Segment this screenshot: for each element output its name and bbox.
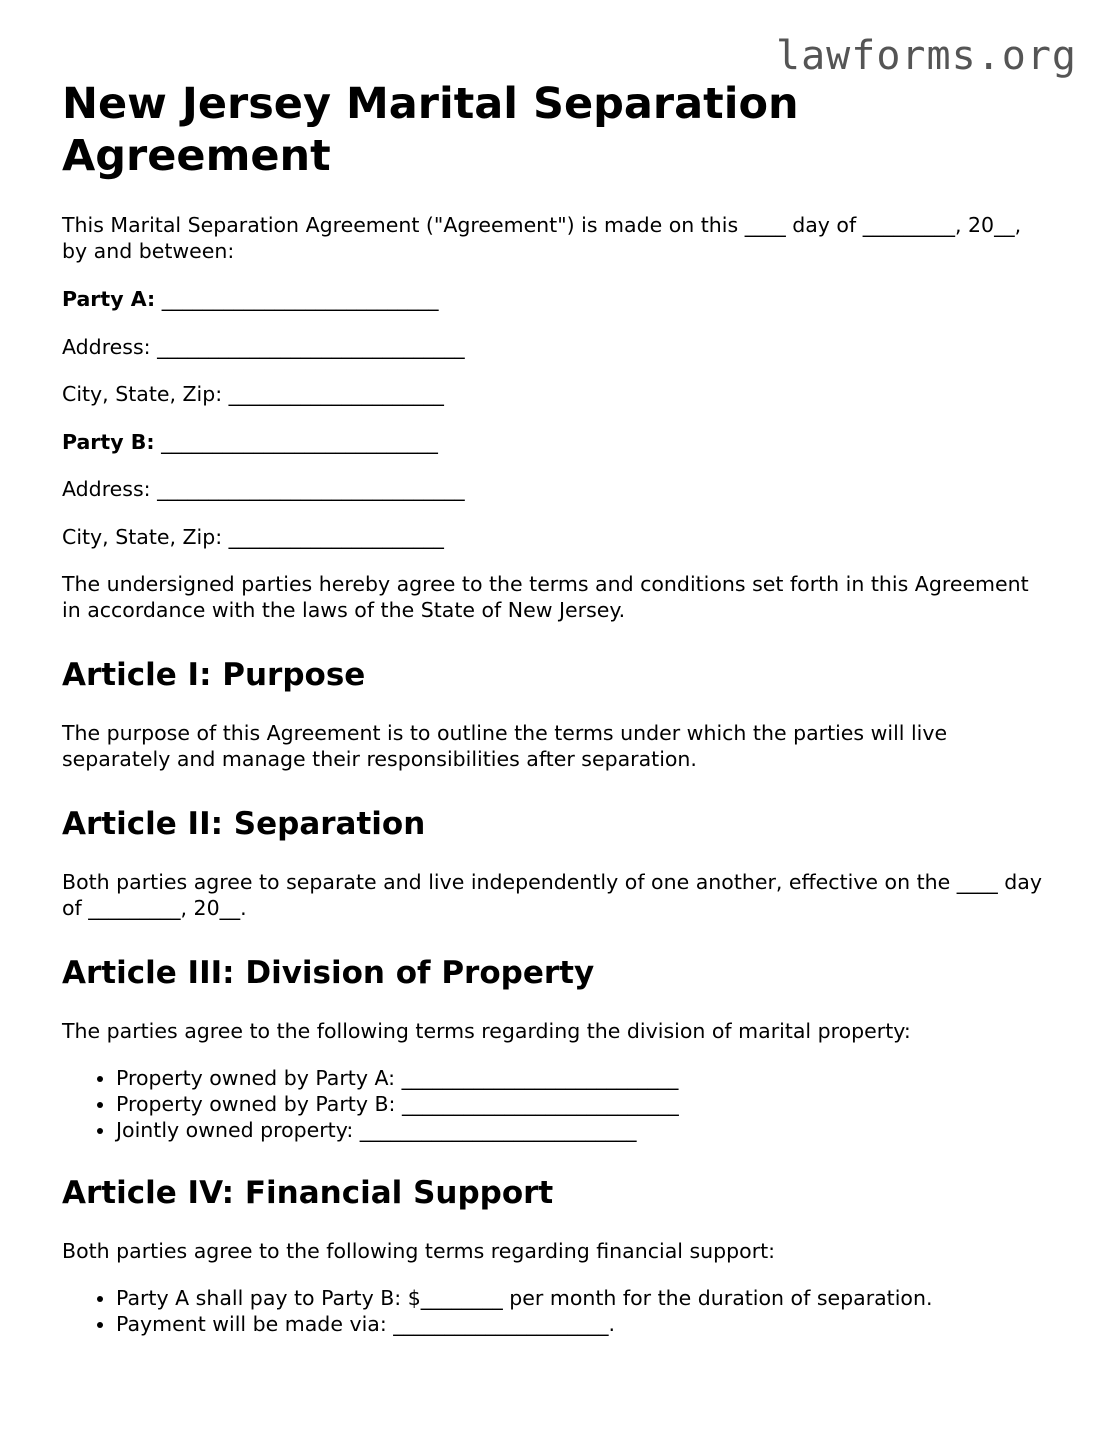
list-item[interactable]: • Party A shall pay to Party B: $________ per month for the duration of separation. — [116, 1285, 1052, 1311]
party-b-city-field[interactable]: City, State, Zip: _____________________ — [62, 524, 444, 549]
intro-paragraph: This Marital Separation Agreement ("Agreement") is made on this ____ day of _________, 20__, by and between: — [62, 213, 1022, 263]
article-2-text[interactable]: Both parties agree to separate and live independently of one another, effective on the ____ day of _________, 20__. — [62, 870, 1042, 920]
property-list — [62, 1065, 1052, 1143]
article-2-heading: Article II: Separation — [62, 806, 426, 842]
support-list — [62, 1285, 1052, 1337]
article-3-heading: Article III: Division of Property — [62, 955, 595, 991]
party-b-name-blank: ___________________________ — [154, 429, 438, 454]
party-b-address-field[interactable]: Address: ______________________________ — [62, 477, 465, 501]
list-item[interactable]: • Property owned by Party B: ___________________________ — [116, 1091, 1052, 1117]
article-4 — [62, 1173, 1052, 1337]
party-a-name-field[interactable] — [62, 286, 1052, 312]
party-a-name-blank: ___________________________ — [155, 287, 439, 311]
party-b-name-field[interactable] — [62, 429, 1052, 455]
party-a-address-field[interactable]: Address: ______________________________ — [62, 334, 465, 359]
article-2 — [62, 804, 1052, 921]
party-b-label: Party B: — [62, 429, 155, 454]
document-page — [62, 78, 1052, 1367]
document-title: New Jersey Marital Separation Agreement — [62, 79, 799, 181]
article-3-text: The parties agree to the following terms regarding the division of marital property: — [62, 1019, 911, 1043]
article-1-heading: Article I: Purpose — [62, 657, 366, 693]
article-3 — [62, 953, 1052, 1143]
watermark: lawforms.org — [776, 33, 1077, 79]
closing-paragraph: The undersigned parties hereby agree to the terms and conditions set forth in this Agreement in accordance with the laws of the State of New Jersey. — [62, 572, 1029, 622]
list-item[interactable]: • Property owned by Party A: ___________________________ — [116, 1065, 1052, 1091]
party-a-label: Party A: — [62, 287, 156, 311]
article-1 — [62, 655, 1052, 772]
list-item[interactable]: • Payment will be made via: _____________________. — [116, 1311, 1052, 1337]
list-item[interactable]: • Jointly owned property: ___________________________ — [116, 1117, 1052, 1143]
article-4-heading: Article IV: Financial Support — [62, 1175, 554, 1211]
article-1-text: The purpose of this Agreement is to outline the terms under which the parties will live separately and manage their responsibilities after separation. — [62, 721, 948, 771]
party-a-city-field[interactable]: City, State, Zip: _____________________ — [62, 382, 444, 406]
article-4-text: Both parties agree to the following terms regarding financial support: — [62, 1239, 776, 1263]
